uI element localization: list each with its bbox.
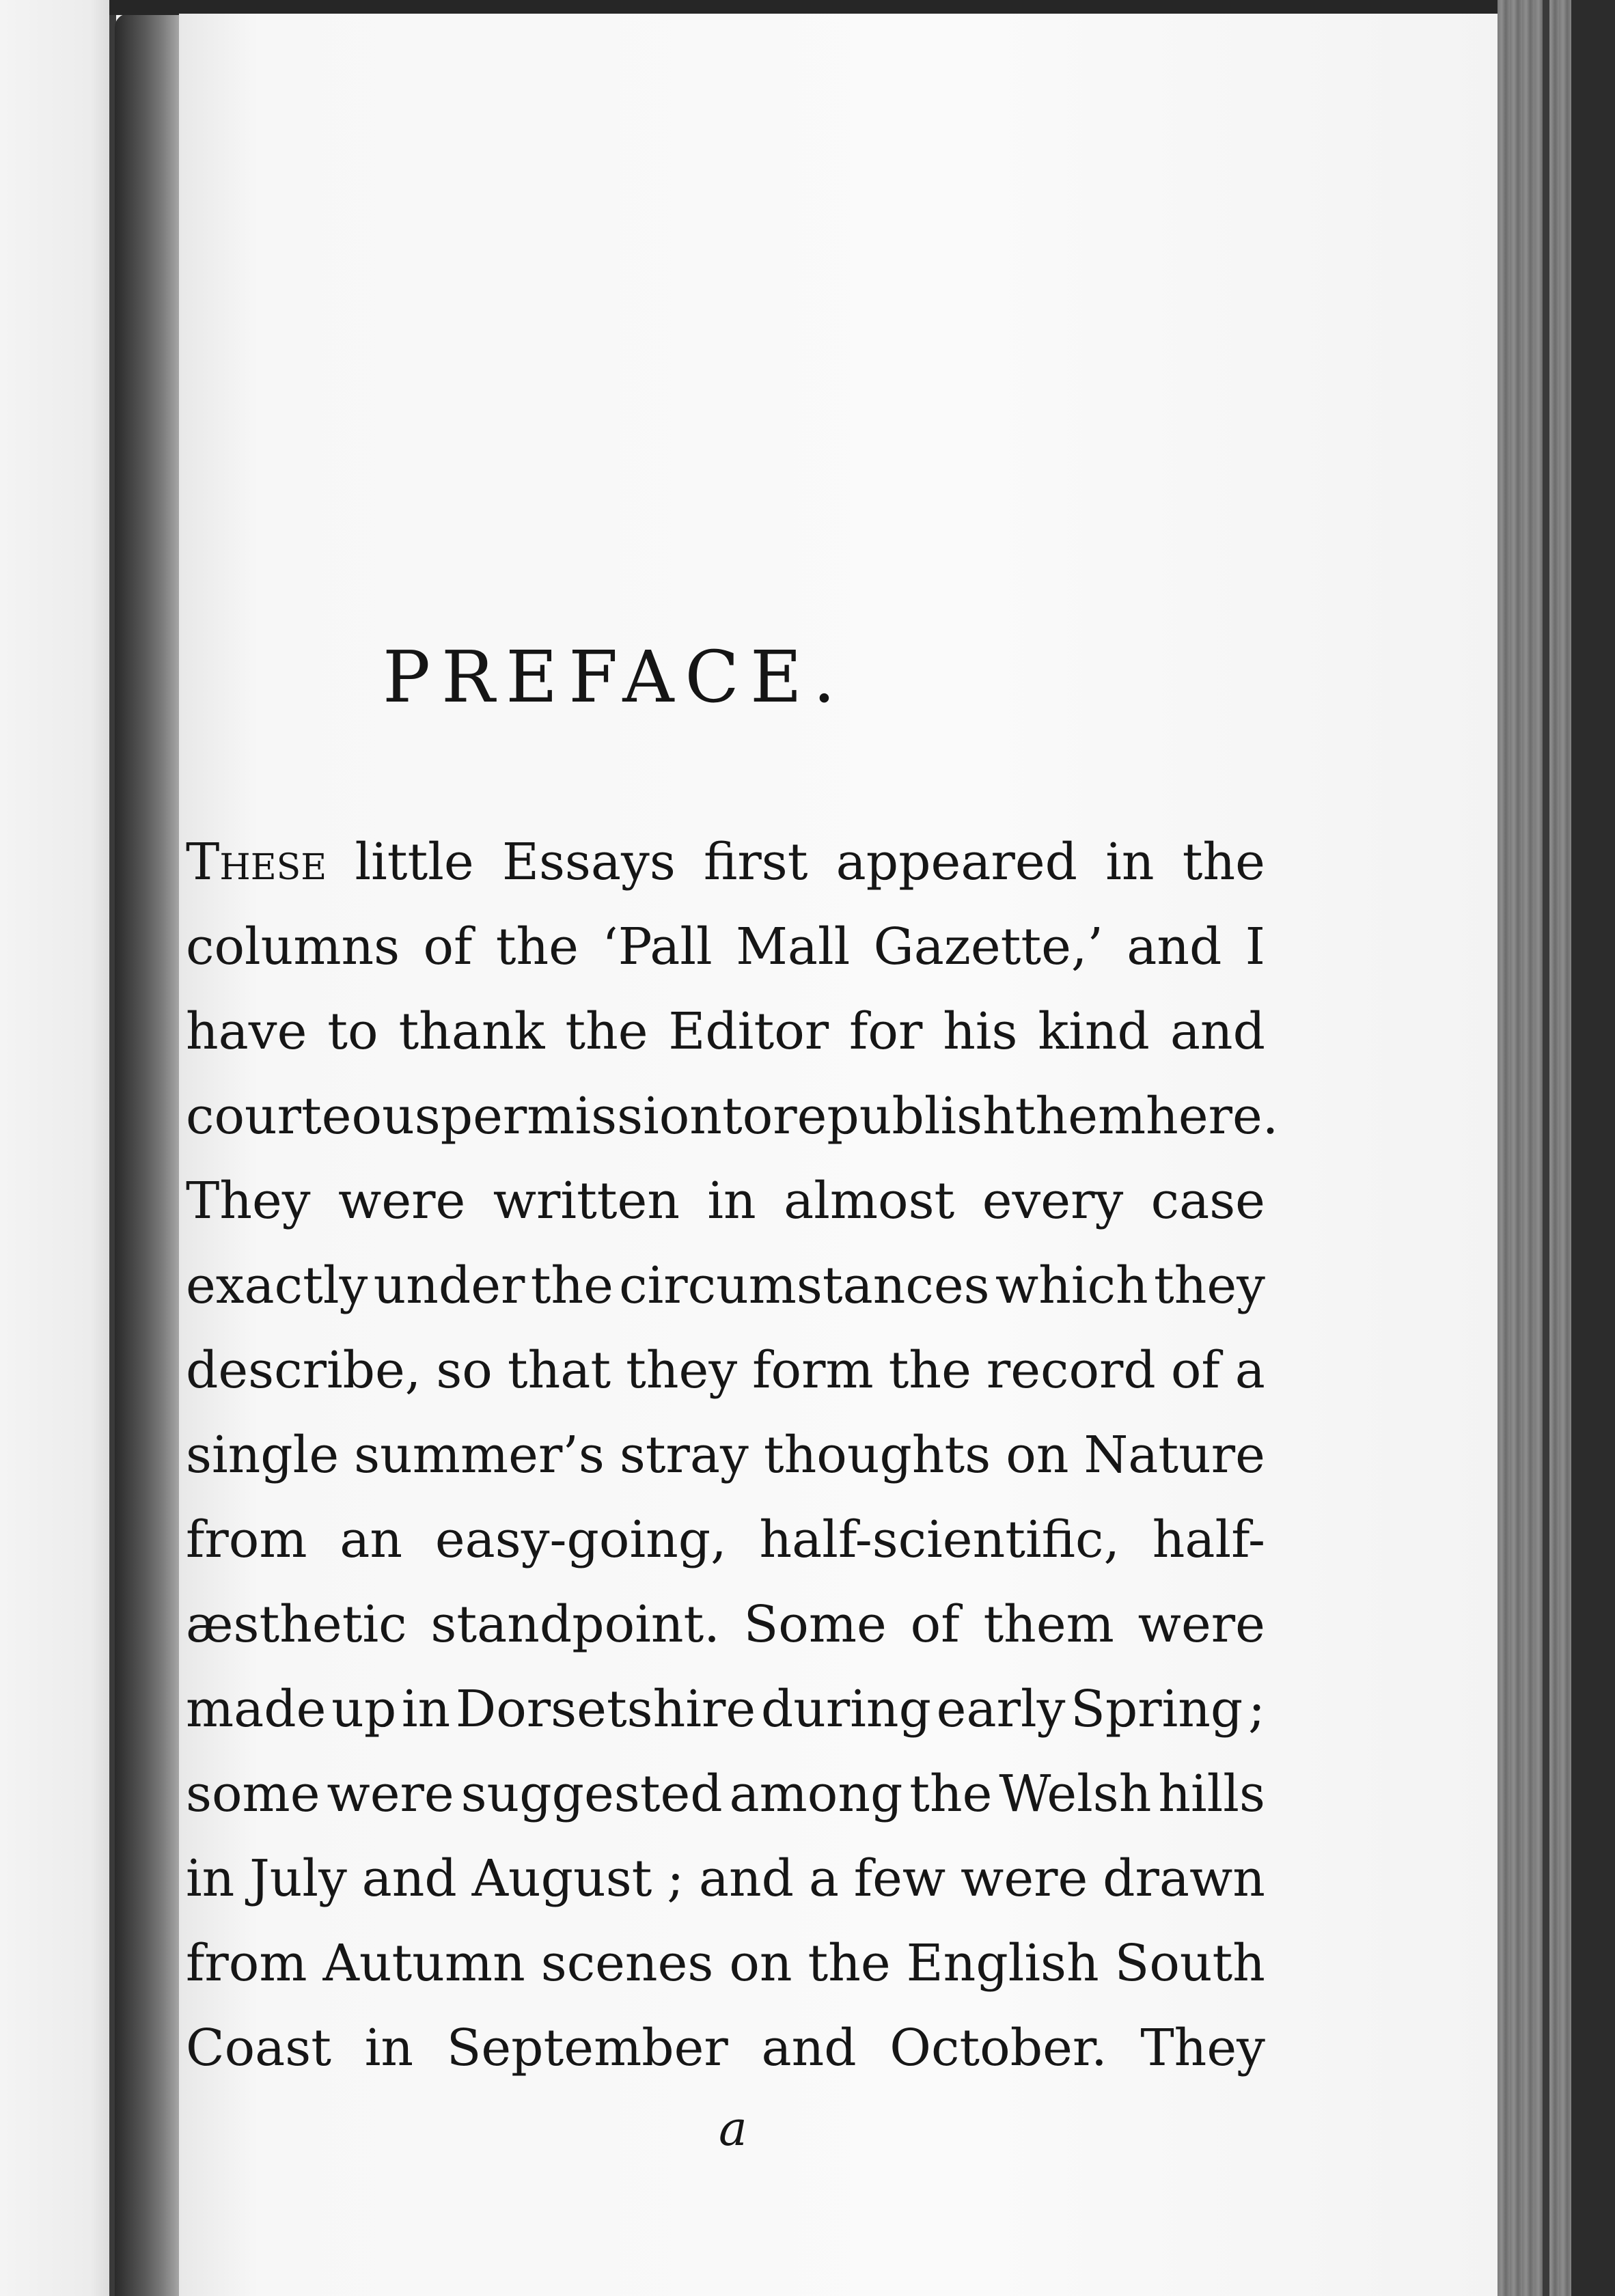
word: that <box>507 1341 611 1400</box>
text-line-2 <box>186 904 1265 989</box>
text-line-6 <box>186 1243 1265 1328</box>
word: were <box>338 1172 466 1230</box>
word: of <box>1170 1341 1220 1400</box>
word: first <box>704 833 808 891</box>
word: and <box>1170 1002 1265 1061</box>
word: Some <box>743 1595 887 1654</box>
word: record <box>986 1341 1156 1400</box>
word: Coast <box>186 2019 332 2077</box>
word: in <box>186 1849 235 1908</box>
word: from <box>186 1510 307 1569</box>
word: English <box>906 1934 1099 1993</box>
word: appeared <box>836 833 1077 891</box>
word: so <box>436 1341 493 1400</box>
word: during <box>760 1680 931 1739</box>
word: half-scientific, <box>759 1510 1120 1569</box>
word: Gazette,’ <box>873 917 1103 976</box>
text-line-9 <box>186 1497 1265 1582</box>
word: were <box>1137 1595 1265 1654</box>
word: ; <box>667 1849 685 1908</box>
word: permission <box>440 1087 722 1146</box>
word: August <box>471 1849 652 1908</box>
word: They <box>1140 2019 1265 2077</box>
top-border <box>109 0 1523 15</box>
word: some <box>186 1765 320 1823</box>
word: columns <box>186 917 400 976</box>
word: among <box>729 1765 903 1823</box>
word: written <box>493 1172 680 1230</box>
word: the <box>565 1002 648 1061</box>
word: South <box>1114 1934 1265 1993</box>
word: October. <box>889 2019 1107 2077</box>
word: a <box>1234 1341 1265 1400</box>
facing-page-edge <box>0 0 113 2296</box>
word: to <box>721 1087 773 1146</box>
word: republish <box>773 1087 1015 1146</box>
word: from <box>186 1934 307 1993</box>
word: circumstances <box>619 1256 990 1315</box>
signature-mark: a <box>719 2101 747 2157</box>
word: I <box>1245 917 1265 976</box>
word: them <box>1014 1087 1146 1146</box>
word: under <box>373 1256 525 1315</box>
word: describe, <box>186 1341 422 1400</box>
word: Welsh <box>999 1765 1152 1823</box>
text-line-5 <box>186 1159 1265 1243</box>
word: drawn <box>1103 1849 1265 1908</box>
word: case <box>1150 1172 1265 1230</box>
word: in <box>707 1172 756 1230</box>
word: Editor <box>668 1002 829 1061</box>
book-cover-edge <box>1571 0 1615 2296</box>
word: on <box>1006 1426 1069 1484</box>
word: in <box>1105 833 1155 891</box>
word: in <box>364 2019 414 2077</box>
text-line-3 <box>186 989 1265 1074</box>
text-line-8 <box>186 1413 1265 1497</box>
word: made <box>186 1680 327 1739</box>
word: kind <box>1038 1002 1150 1061</box>
word: standpoint. <box>430 1595 720 1654</box>
word: an <box>340 1510 403 1569</box>
text-line-14 <box>186 1921 1265 2006</box>
word: Dorsetshire <box>455 1680 756 1739</box>
word: single <box>186 1426 340 1484</box>
page-block-line <box>1543 0 1549 2296</box>
text-line-15 <box>186 2006 1265 2090</box>
word: which <box>995 1256 1148 1315</box>
word: every <box>982 1172 1124 1230</box>
word: Nature <box>1083 1426 1265 1484</box>
word: the <box>530 1256 613 1315</box>
gutter-shadow <box>115 14 183 2296</box>
word: easy-going, <box>434 1510 727 1569</box>
word: the <box>1182 833 1265 891</box>
word: September <box>446 2019 728 2077</box>
word: here. <box>1146 1087 1279 1146</box>
word: the <box>888 1341 971 1400</box>
word: Essays <box>501 833 676 891</box>
text-line-11 <box>186 1667 1265 1752</box>
word: half- <box>1152 1510 1265 1569</box>
word: They <box>186 1172 311 1230</box>
word: early <box>936 1680 1066 1739</box>
word: his <box>943 1002 1018 1061</box>
word: Autumn <box>322 1934 525 1993</box>
word: summer’s <box>354 1426 605 1484</box>
word: and <box>698 1849 795 1908</box>
word: thoughts <box>763 1426 991 1484</box>
word: almost <box>784 1172 955 1230</box>
word: scenes <box>540 1934 714 1993</box>
page-heading: PREFACE. <box>383 635 846 719</box>
word: of <box>910 1595 960 1654</box>
word: and <box>761 2019 857 2077</box>
text-line-12 <box>186 1752 1265 1836</box>
word: were <box>961 1849 1088 1908</box>
word: have <box>186 1002 307 1061</box>
text-line-4 <box>186 1074 1279 1159</box>
word: up <box>331 1680 397 1739</box>
word: Mall <box>736 917 851 976</box>
word: they <box>626 1341 738 1400</box>
word: æsthetic <box>186 1595 407 1654</box>
text-line-1 <box>186 820 1265 904</box>
opening-word: These <box>186 833 327 891</box>
word: the <box>909 1765 993 1823</box>
word: and <box>1127 917 1222 976</box>
word: a <box>808 1849 839 1908</box>
word: stray <box>619 1426 749 1484</box>
word: July <box>249 1849 347 1908</box>
word: for <box>849 1002 923 1061</box>
word: courteous <box>186 1087 441 1146</box>
word: in <box>401 1680 451 1739</box>
word: little <box>355 833 474 891</box>
word: and <box>361 1849 457 1908</box>
text-line-13 <box>186 1836 1265 1921</box>
text-line-7 <box>186 1328 1265 1413</box>
preface-body <box>186 820 1279 2090</box>
word: they <box>1153 1256 1265 1315</box>
word: the <box>808 1934 891 1993</box>
word: suggested <box>460 1765 723 1823</box>
word: to <box>327 1002 378 1061</box>
word: the <box>495 917 579 976</box>
word: them <box>983 1595 1114 1654</box>
word: on <box>729 1934 792 1993</box>
word: form <box>752 1341 874 1400</box>
word: exactly <box>186 1256 368 1315</box>
word: were <box>327 1765 454 1823</box>
text-line-10 <box>186 1582 1265 1667</box>
word: of <box>423 917 473 976</box>
word: thank <box>398 1002 545 1061</box>
word: ‘Pall <box>602 917 713 976</box>
word: few <box>853 1849 946 1908</box>
word: hills <box>1158 1765 1265 1823</box>
word: Spring <box>1071 1680 1243 1739</box>
word: ; <box>1247 1680 1265 1739</box>
